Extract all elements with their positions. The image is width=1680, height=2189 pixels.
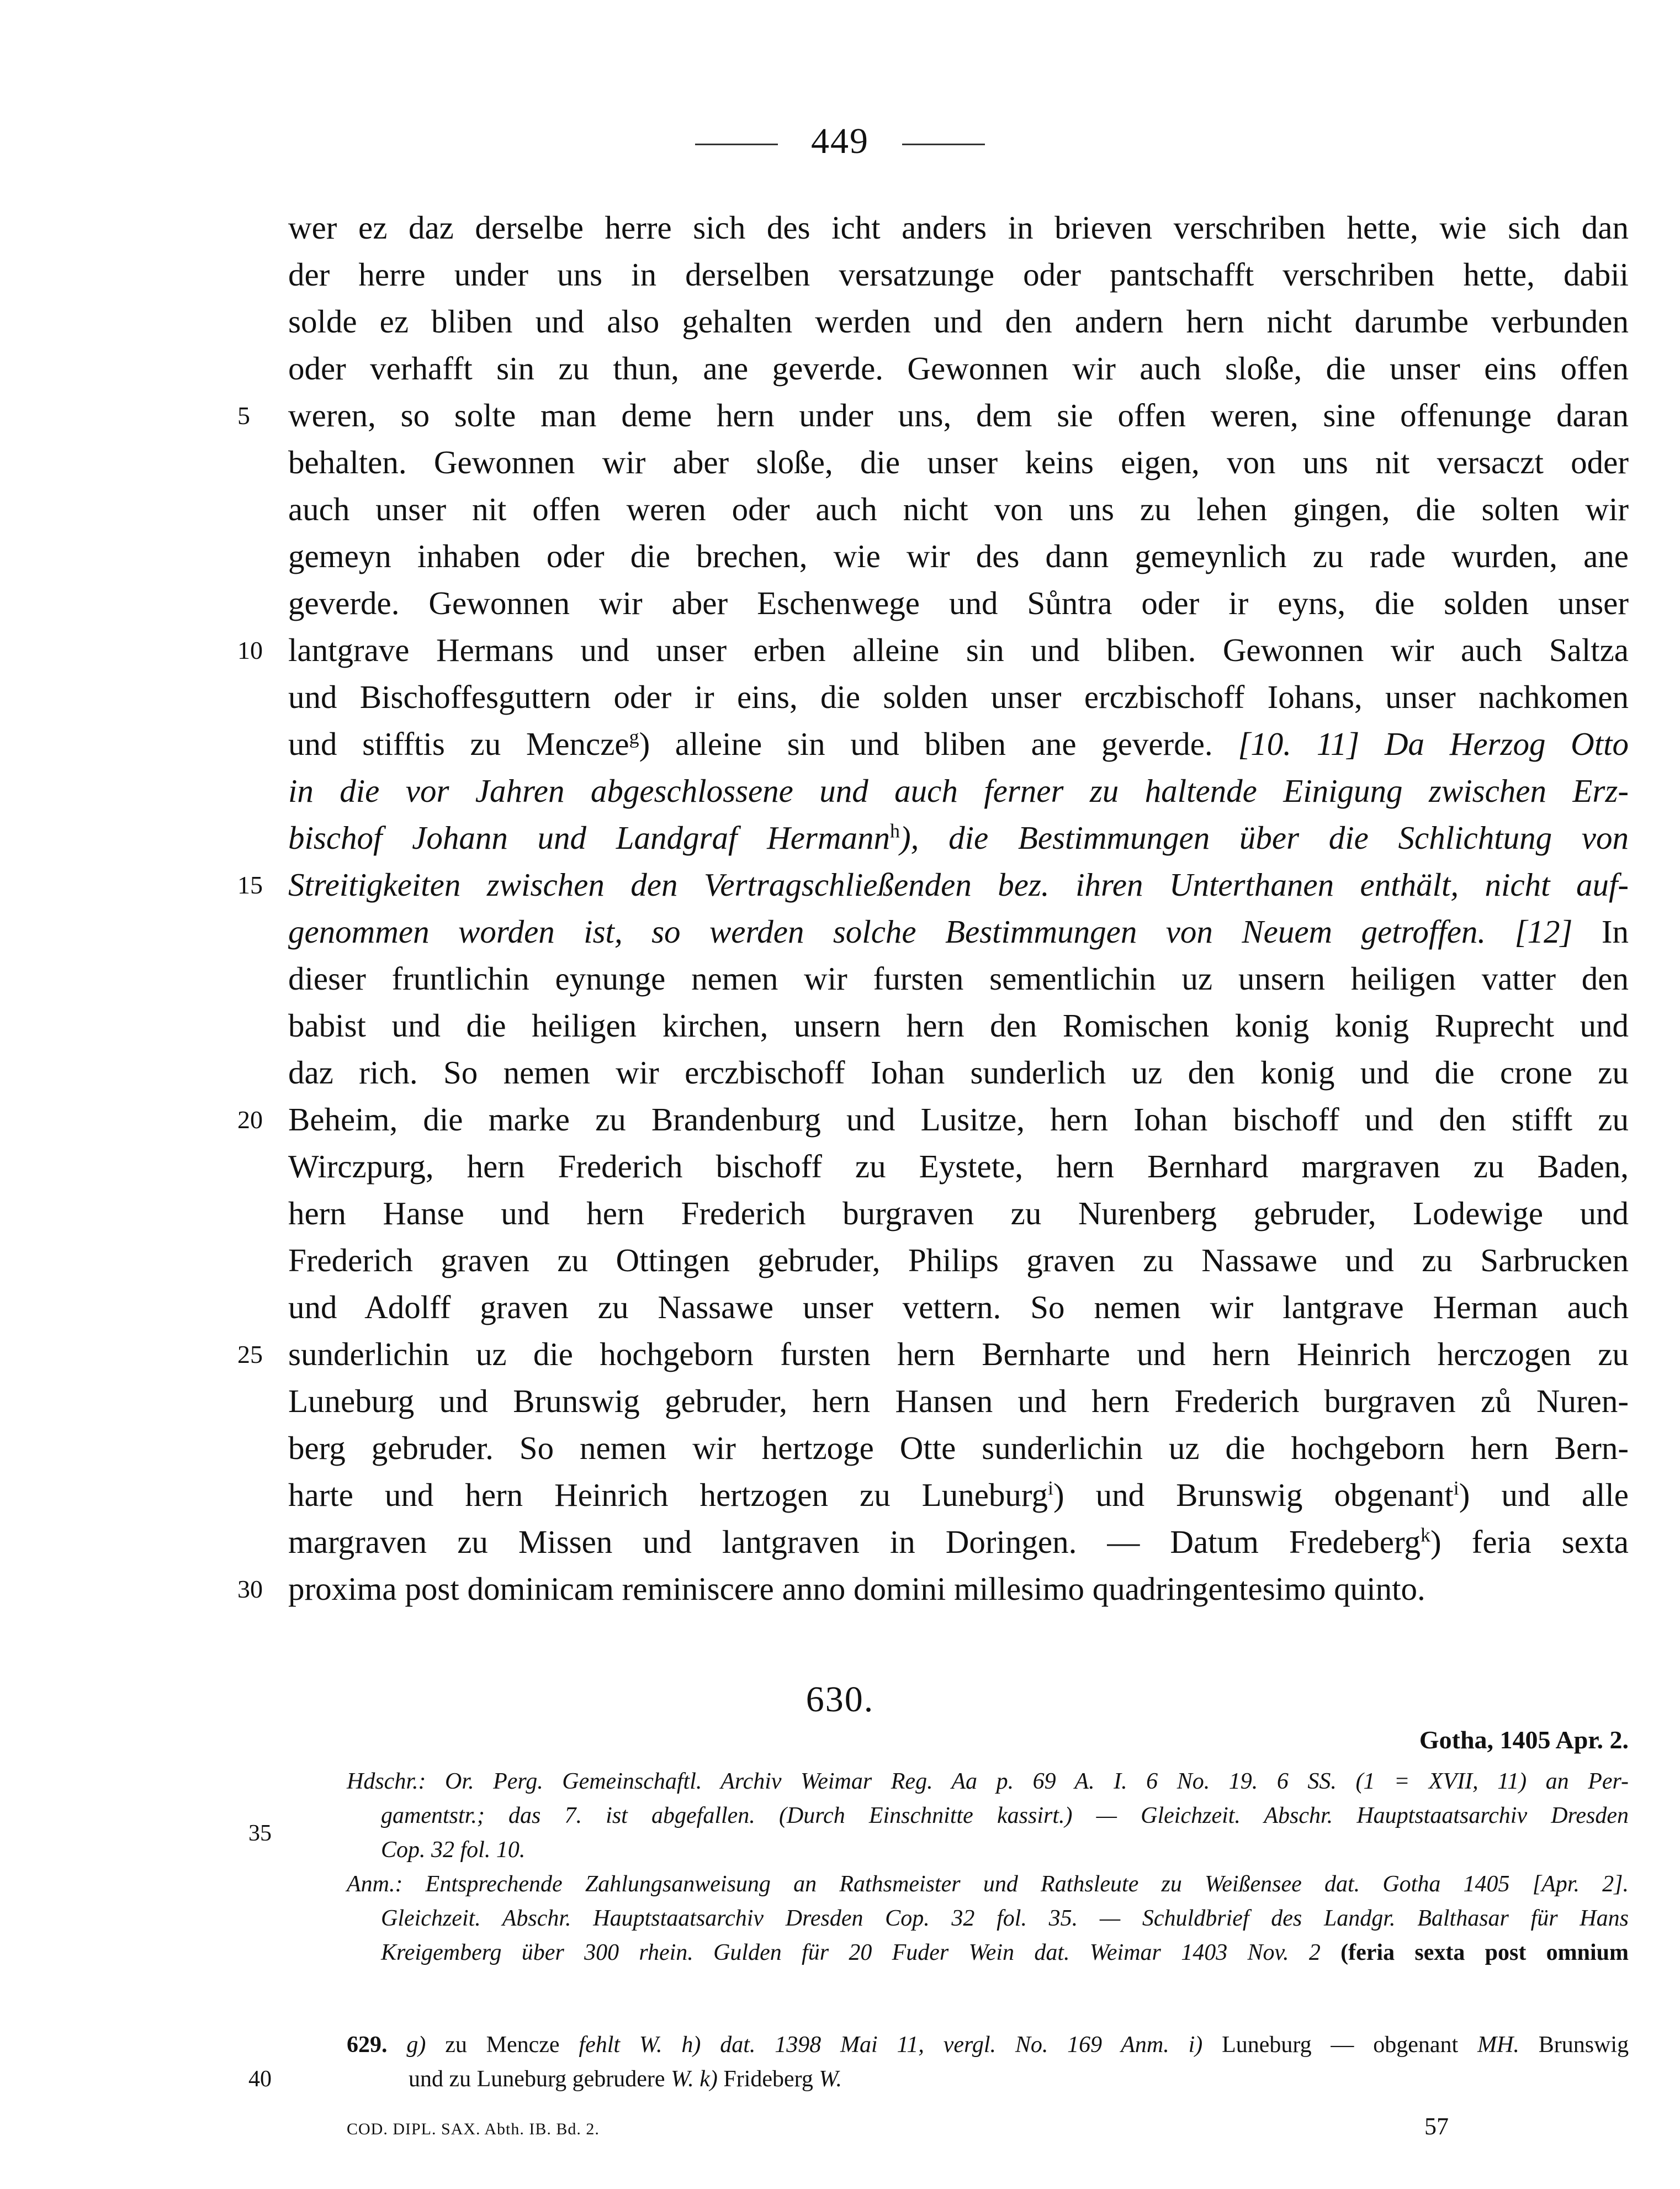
body-line — [288, 1472, 1629, 1519]
footnote-marker-g: g — [629, 726, 639, 748]
editorial-summary: [10. 11] Da Herzog Otto — [1238, 726, 1629, 762]
line-number: 10 — [237, 636, 263, 664]
footnote-text-run: fehlt W. — [579, 2032, 663, 2058]
apparatus-line — [381, 1936, 1629, 1970]
body-line: und Bischoffesguttern oder ir eins, die solden unser erczbischoff Iohans, unser nachkomen — [288, 679, 1629, 715]
body-line: proxima post dominicam reminiscere anno domini millesimo quadringentesimo quinto. — [288, 1571, 1425, 1607]
body-text-run: ) alleine sin und bliben ane geverde. — [639, 726, 1213, 762]
footnote-line — [409, 2062, 1629, 2096]
body-line — [288, 721, 1629, 768]
footnote-ref: 629. — [347, 2032, 388, 2058]
body-text-run: ) feria sexta — [1430, 1524, 1629, 1560]
line-number: 5 — [237, 401, 250, 430]
body-line: behalten. Gewonnen wir aber sloße, die unser keins eigen, von uns nit versaczt oder — [288, 444, 1629, 480]
body-line: lantgrave Hermans und unser erben alleine sin und bliben. Gewonnen wir auch Saltza — [288, 632, 1629, 668]
editorial-summary: genommen worden ist, so werden solche Bestimmungen von Neuem getroffen. — [288, 913, 1486, 950]
page-number: 449 — [811, 121, 869, 161]
body-line: weren, so solte man deme hern under uns, dem sie offen weren, sine offenunge daran — [288, 397, 1629, 433]
editorial-summary-line: Streitigkeiten zwischen den Vertragschließenden bez. ihren Unterthanen enthält, nicht auf- — [288, 866, 1629, 903]
line-number: 40 — [248, 2066, 272, 2092]
body-line: oder verhafft sin zu thun, ane geverde. Gewonnen wir auch sloße, die unser eins offen — [288, 350, 1629, 387]
body-text-run: In — [1601, 913, 1629, 950]
footnote-marker-i: i — [1453, 1477, 1459, 1499]
body-line: Frederich graven zu Ottingen gebruder, Philips graven zu Nassawe und zu Sarbrucken — [288, 1242, 1629, 1278]
line-number: 20 — [237, 1106, 263, 1134]
footnote-text-run: h) dat. 1398 Mai 11, vergl. No. 169 Anm. — [681, 2032, 1169, 2058]
body-line — [288, 1519, 1629, 1566]
line-number: 15 — [237, 871, 263, 899]
line-number: 30 — [237, 1575, 263, 1603]
body-line: und Adolff graven zu Nassawe unser vettern. So nemen wir lantgrave Herman auch — [288, 1289, 1629, 1325]
apparatus-line: gamentstr.; das 7. ist abgefallen. (Durch Einschnitte kassirt.) — Gleichzeit. Abschr. Hauptstaatsarchiv Dresden — [381, 1803, 1629, 1828]
body-text-run: und stifftis zu Mencze — [288, 726, 629, 762]
apparatus-line: Cop. 32 fol. 10. — [381, 1837, 526, 1863]
header-rule-left — [695, 144, 778, 145]
footnote-text-run: Brunswig — [1538, 2032, 1629, 2058]
document-date: Gotha, 1405 Apr. 2. — [1419, 1726, 1629, 1754]
body-line: auch unser nit offen weren oder auch nicht von uns zu lehen gingen, die solten wir — [288, 491, 1629, 527]
footnote-text-run: zu Mencze — [445, 2032, 560, 2058]
apparatus-line: Gleichzeit. Abschr. Hauptstaatsarchiv Dresden Cop. 32 fol. 35. — Schuldbrief des Landgr. Balthasar für Hans — [381, 1906, 1629, 1931]
footnote-text-run: W. — [671, 2066, 694, 2092]
body-line: hern Hanse und hern Frederich burgraven zu Nurenberg gebruder, Lodewige und — [288, 1195, 1629, 1231]
editorial-summary-line: in die vor Jahren abgeschlossene und auch ferner zu haltende Einigung zwischen Erz- — [288, 773, 1629, 809]
signature-left: COD. DIPL. SAX. Abth. IB. Bd. 2. — [347, 2120, 600, 2138]
page-header — [0, 120, 1680, 162]
body-line: Wirczpurg, hern Frederich bischoff zu Eystete, hern Bernhard margraven zu Baden, — [288, 1148, 1629, 1185]
body-line: daz rich. So nemen wir erczbischoff Iohan sunderlich uz den konig und die crone zu — [288, 1054, 1629, 1091]
body-text-run: ) und alle — [1459, 1477, 1629, 1513]
footnote-text-run: k) — [699, 2066, 718, 2092]
apparatus-text-run: Kreigemberg über 300 rhein. Gulden für 20 Fuder Wein dat. Weimar 1403 Nov. 2 — [381, 1940, 1321, 1965]
body-line — [288, 908, 1629, 955]
apparatus-line: Anm.: Entsprechende Zahlungsanweisung an Rathsmeister und Rathsleute zu Weißensee dat. Gotha 1405 [Apr. 2]. — [347, 1871, 1629, 1897]
footnote-marker-i: i — [1048, 1477, 1054, 1499]
footnote-text-run: Frideberg — [723, 2066, 813, 2092]
footnote-marker-h: h — [889, 819, 900, 842]
body-line: Luneburg und Brunswig gebruder, hern Hansen und hern Frederich burgraven zů Nuren- — [288, 1383, 1629, 1419]
body-line: wer ez daz derselbe herre sich des icht anders in brieven verschriben hette, wie sich dan — [288, 209, 1629, 246]
body-line: der herre under uns in derselben versatzunge oder pantschafft verschriben hette, dabii — [288, 256, 1629, 293]
body-text-run: ) und Brunswig obgenant — [1053, 1477, 1454, 1513]
footnote-line — [347, 2028, 1629, 2062]
apparatus-line: Hdschr.: Or. Perg. Gemeinschaftl. Archiv Weimar Reg. Aa p. 69 A. I. 6 No. 19. 6 SS. (1 = XVII, 11) an Per- — [347, 1769, 1629, 1794]
body-line: babist und die heiligen kirchen, unsern hern den Romischen konig konig Ruprecht und — [288, 1007, 1629, 1044]
line-number: 25 — [237, 1340, 263, 1368]
body-text-run: harte und hern Heinrich hertzogen zu Luneburg — [288, 1477, 1048, 1513]
footnote-text-run: i) — [1188, 2032, 1203, 2058]
header-rule-right — [902, 144, 985, 145]
body-line: dieser fruntlichin eynunge nemen wir fursten sementlichin uz unsern heiligen vatter den — [288, 960, 1629, 997]
footnote-text-run: W. — [819, 2066, 842, 2092]
body-line: gemeyn inhaben oder die brechen, wie wir des dann gemeynlich zu rade wurden, ane — [288, 538, 1629, 574]
signature-right: 57 — [1424, 2113, 1449, 2140]
footnote-text-run: und zu Luneburg gebrudere — [409, 2066, 665, 2092]
apparatus-text-run: (feria sexta post omnium — [1340, 1940, 1629, 1965]
body-line: sunderlichin uz die hochgeborn fursten hern Bernharte und hern Heinrich herczogen zu — [288, 1336, 1629, 1372]
editorial-summary-line — [288, 815, 1629, 861]
body-text-run: bischof Johann und Landgraf Hermann — [288, 819, 890, 856]
body-text-run: ), die Bestimmungen über die Schlichtung von — [899, 819, 1629, 856]
body-line: Beheim, die marke zu Brandenburg und Lusitze, hern Iohan bischoff und den stifft zu — [288, 1101, 1629, 1138]
footnote-text-run: Luneburg — obgenant — [1222, 2032, 1459, 2058]
footnote-marker-k: k — [1421, 1524, 1431, 1546]
line-number: 35 — [248, 1821, 272, 1846]
footnote-text-run: MH. — [1477, 2032, 1519, 2058]
body-line: berg gebruder. So nemen wir hertzoge Otte sunderlichin uz die hochgeborn hern Bern- — [288, 1430, 1629, 1466]
body-line: geverde. Gewonnen wir aber Eschenwege und Sůntra oder ir eyns, die solden unser — [288, 585, 1629, 621]
footnote-text-run: g) — [406, 2032, 426, 2058]
section-tag: [12] — [1514, 913, 1573, 950]
body-text-run: margraven zu Missen und lantgraven in Doringen. — Datum Fredeberg — [288, 1524, 1421, 1560]
document-number: 630. — [805, 1679, 875, 1720]
body-line: solde ez bliben und also gehalten werden und den andern hern nicht darumbe verbunden — [288, 303, 1629, 340]
